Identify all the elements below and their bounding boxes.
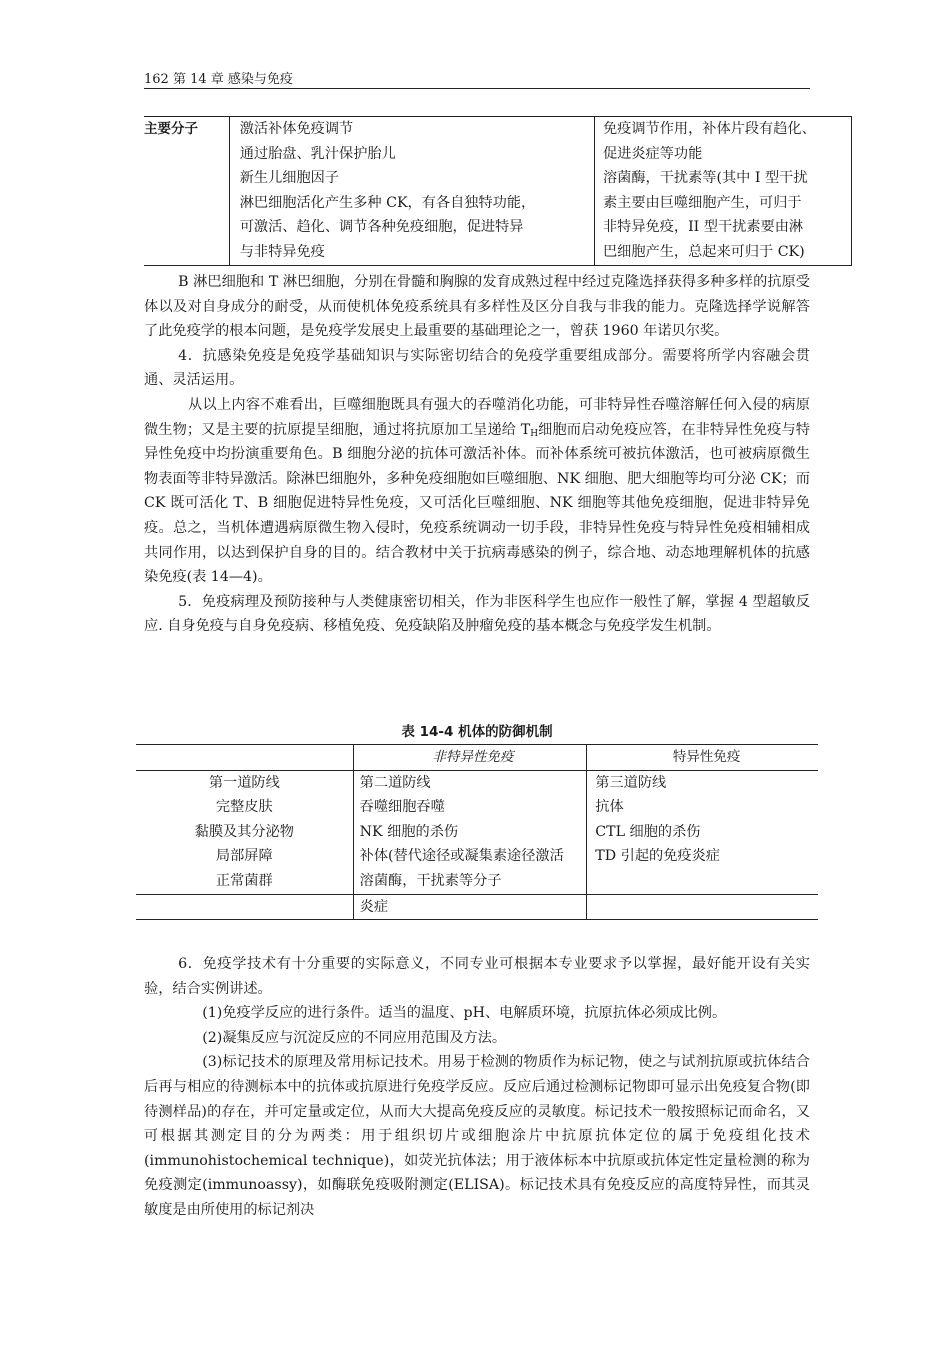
table-row [136,795,818,820]
table-cell [587,869,818,894]
table1-line: 淋巴细胞活化产生多种 CK，有各自独特功能， [239,194,536,211]
table-cell: 第一道防线 [136,770,353,795]
table-header-cell: 特异性免疫 [587,745,818,771]
defense-table [136,744,818,920]
table-cell: CTL 细胞的杀伤 [595,823,701,840]
table1-label: 主要分子 [144,117,229,265]
table1-line: 可激活、趋化、调节各种免疫细胞，促进特异 [239,219,524,236]
table1-line: 非特异免疫，II 型干扰素要由淋 [602,219,804,236]
table1-bottom-rule [144,265,852,266]
table-cell [587,894,818,920]
header-rule [144,88,810,89]
paragraph: (3)标记技术的原理及常用标记技术。用易于检测的物质作为标记物，使之与试剂抗原或抗体结合后再与相应的待测标本中的抗体或抗原进行免疫学反应。反应后通过检测标记物即可显示出免疫复合物(即待测样品)的存在，并可定量或定位，从而大大提高免疫反应的灵敏度。标记技术一般按照标记而命名，又可根据其测定目的分为两类：用于组织切片或细胞涂片中抗原抗体定位的属于免疫组化技术(immunohistochemical technique)，如荧光抗体法；用于液体标本中抗原或抗体定性定量检测的称为免疫测定(immunoassy)，如酶联免疫吸附测定(ELISA)。标记技术具有免疫反应的高度特异性，而其灵敏度是由所使用的标记剂决 [144,1054,810,1218]
paragraph: (1)免疫学反应的进行条件。适当的温度、pH、电解质环境，抗原抗体必须成比例。 [202,1005,727,1022]
table-cell: 正常菌群 [136,869,353,894]
table1-line: 通过胎盘、乳汁保护胎儿 [239,145,396,162]
table-header-cell: 非特异性免疫 [353,745,587,771]
paragraph: 5．免疫病理及预防接种与人类健康密切相关，作为非医科学生也应作一般性了解，掌握 4 型超敏反应. 自身免疫与自身免疫病、移植免疫、免疫缺陷及肿瘤免疫的基本概念与免疫学发生机制。 [144,593,810,635]
table1-col2 [229,117,594,265]
table-cell: TD 引起的免疫炎症 [595,848,720,865]
page-header: 162 第 14 章 感染与免疫 [144,72,293,87]
paragraph: 6．免疫学技术有十分重要的实际意义，不同专业可根据本专业要求予以掌握，最好能开设有关实验，结合实例讲述。 [144,956,810,997]
paragraph: B 淋巴细胞和 T 淋巴细胞，分别在骨髓和胸腺的发育成熟过程中经过克隆选择获得多种多样的抗原受体以及对自身成分的耐受，从而使机体免疫系统具有多样性及区分自我与非我的能力。克隆选择学说解答了此免疫学的根本问题，是免疫学发展史上最重要的基础理论之一，曾获 1960 年诺贝尔奖。 [144,274,810,340]
table-cell: 第二道防线 [353,770,587,795]
table-row [136,820,818,845]
table-row [136,844,818,869]
table1-line: 素主要由巨噬细胞产生，可归于 [602,194,802,211]
molecule-table [144,117,852,265]
paragraph: (2)凝集反应与沉淀反应的不同应用范围及方法。 [202,1029,507,1046]
table-cell: NK 细胞的杀伤 [353,820,587,845]
table1-line: 激活补体免疫调节 [239,121,354,137]
table1-line: 与非特异免疫 [239,243,325,260]
table1-line: 免疫调节作用，补体片段有趋化、 [602,121,816,137]
table-row [136,770,818,795]
table-cell: 第三道防线 [595,774,667,791]
table-cell: 炎症 [353,894,587,920]
paragraph: 从以上内容不难看出，巨噬细胞既具有强大的吞噬消化功能，可非特异性吞噬溶解任何入侵的病原微生物；又是主要的抗原提呈细胞，通过将抗原加工呈递给 $T_H$细胞而启动免疫应答，在非特异性免疫与特异性免疫中均扮演重要角色。B 细胞分泌的抗体可激活补体。而补体系统可被抗体激活，也可被病原微生物表面等非特异激活。除淋巴细胞外，多种免疫细胞如巨噬细胞、NK 细胞、肥大细胞等均可分泌 CK；而 CK 既可活化 T、B 细胞促进特异性免疫，又可活化巨噬细胞、NK 细胞等其他免疫细胞，促进非特异免疫。总之，当机体遭遇病原微生物入侵时，免疫系统调动一切手段，非特异性免疫与特异性免疫相辅相成共同作用，以达到保护自身的目的。结合教材中关于抗病毒感染的例子，综合地、动态地理解机体的抗感染免疫(表 14—4)。 [144,396,810,586]
table-cell: 吞噬细胞吞噬 [353,795,587,820]
table-header-cell [136,745,353,771]
table-cell: 抗体 [595,799,624,816]
text-block-1 [144,270,810,639]
table-cell: 补体(替代途径或凝集素途径激活 [353,844,587,869]
table1-col3 [594,117,851,265]
table1-line: 促进炎症等功能 [602,145,703,162]
table-row [136,869,818,894]
table-caption: 表 14-4 机体的防御机制 [401,724,553,740]
table-cell: 完整皮肤 [136,795,353,820]
paragraph: 4．抗感染免疫是免疫学基础知识与实际密切结合的免疫学重要组成部分。需要将所学内容融会贯通、灵活运用。 [144,347,810,389]
table1-line: 巴细胞产生，总起来可归于 CK) [602,243,805,260]
table-cell: 溶菌酶，干扰素等分子 [353,869,587,894]
table-cell: 局部屏障 [136,844,353,869]
table-cell [136,894,353,920]
table-header-row [136,745,818,771]
table-row [136,894,818,920]
table-cell: 黏膜及其分泌物 [136,820,353,845]
table1-line: 新生儿细胞因子 [239,170,340,187]
text-block-2 [144,952,810,1223]
table1-line: 溶菌酶，干扰素等(其中 I 型干扰 [602,170,808,187]
